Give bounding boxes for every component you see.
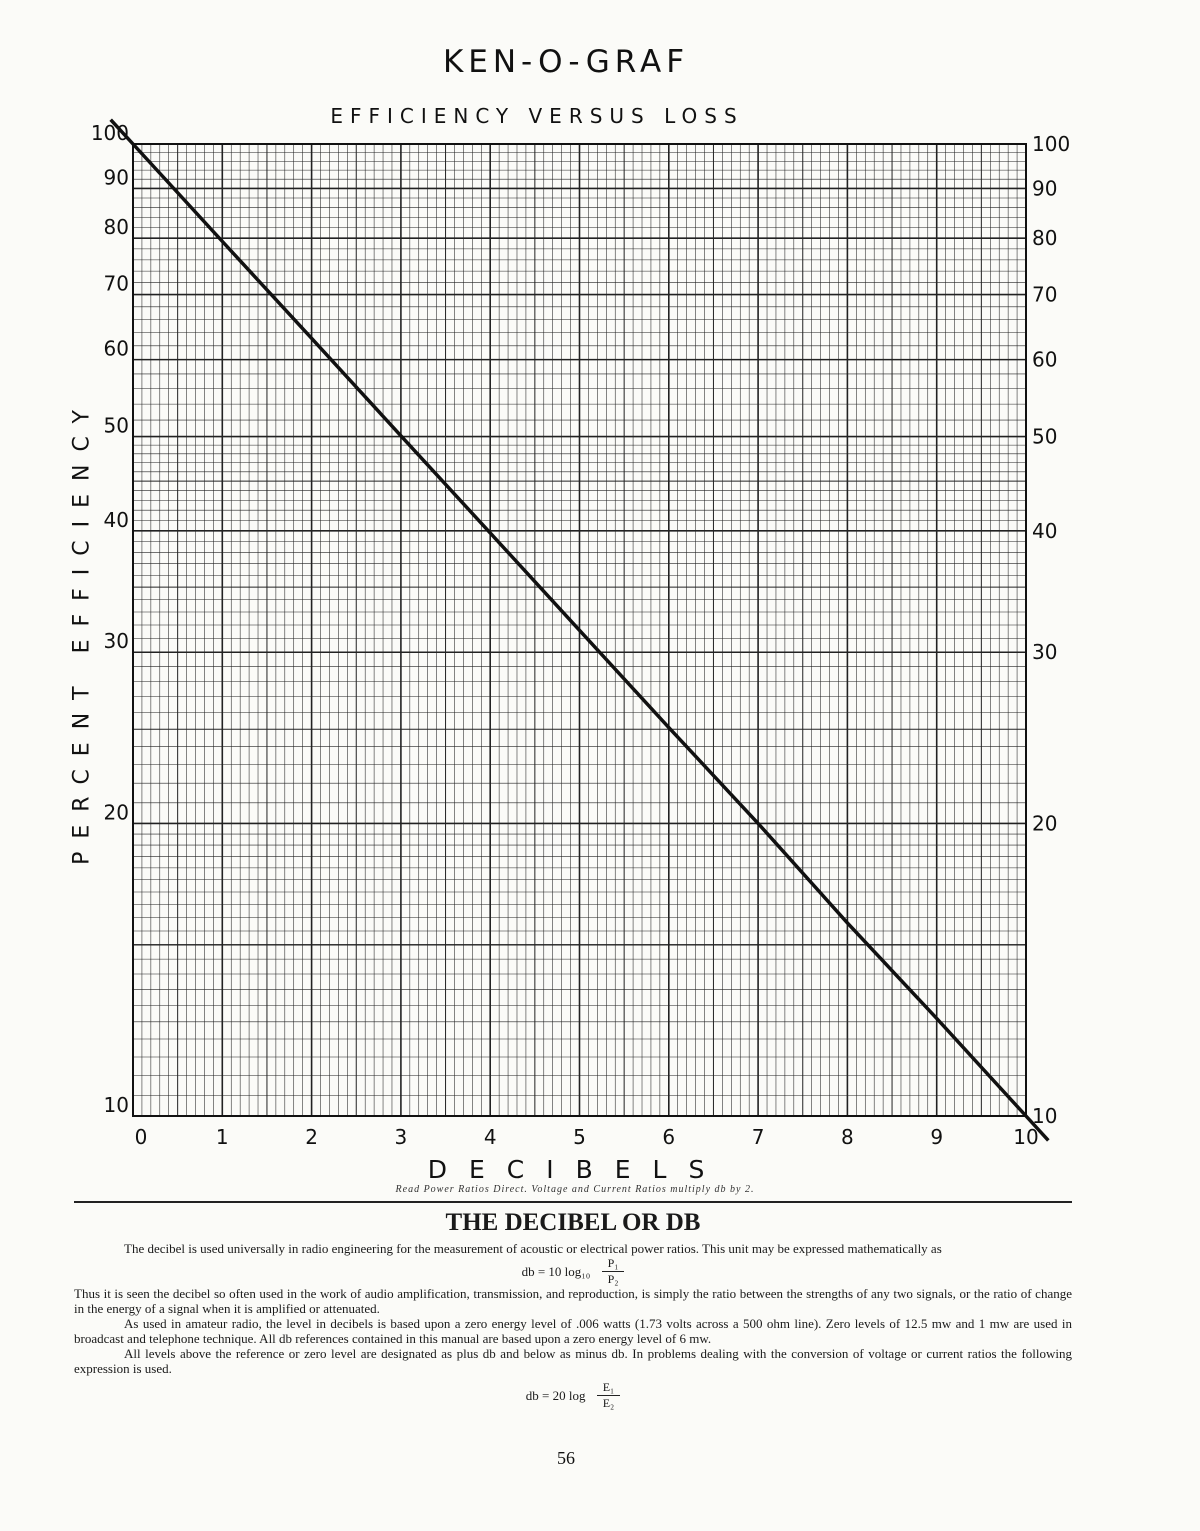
y-tick-label-left: 100 [90, 121, 129, 145]
y-tick-label-right: 40 [1032, 518, 1058, 543]
x-axis-note: Read Power Ratios Direct. Voltage and Current Ratios multiply db by 2. [395, 1184, 755, 1195]
formula-denominator: P₂ [607, 1272, 619, 1286]
x-tick-label: 5 [573, 1125, 586, 1149]
y-tick-label-right: 90 [1032, 176, 1058, 201]
y-tick-labels-left [91, 121, 129, 1117]
section-divider [74, 1201, 1072, 1203]
y-tick-label-left: 70 [103, 271, 129, 296]
formula-fraction [602, 1256, 625, 1287]
y-tick-label-left: 90 [103, 165, 129, 190]
x-tick-labels [135, 1125, 1039, 1149]
article-heading: THE DECIBEL OR DB [445, 1209, 701, 1236]
formula-numerator: E₁ [597, 1380, 621, 1396]
y-tick-label-right: 70 [1032, 282, 1058, 307]
formula-fraction [597, 1380, 621, 1411]
formula-lhs: db = 10 log₁₀ [521, 1264, 591, 1279]
x-tick-label: 2 [305, 1125, 318, 1149]
x-tick-label: 4 [483, 1125, 497, 1149]
x-tick-label: 6 [662, 1125, 676, 1149]
y-tick-label-right: 10 [1032, 1104, 1058, 1128]
y-tick-label-right: 50 [1032, 424, 1058, 449]
y-axis-label: PERCENT EFFICIENCY [69, 397, 95, 865]
page-number: 56 [557, 1448, 575, 1468]
y-tick-label-right: 80 [1032, 226, 1058, 251]
formula-lhs: db = 20 log [525, 1388, 586, 1403]
x-tick-label: 0 [134, 1125, 148, 1149]
x-axis-label: DECIBELS [427, 1155, 727, 1184]
x-tick-label: 10 [1013, 1125, 1039, 1149]
article-paragraph-4: All levels above the reference or zero level are designated as plus db and below as minus db. In problems dealing with the conversion of voltage or current ratios the following expression is used. [74, 1346, 1072, 1376]
y-tick-label-left: 80 [103, 215, 129, 240]
formula-numerator: P₁ [602, 1256, 625, 1272]
x-tick-label: 1 [215, 1125, 229, 1149]
x-tick-label: 9 [930, 1125, 944, 1149]
y-tick-label-left: 30 [103, 629, 129, 654]
formula-denominator: E₂ [602, 1396, 615, 1410]
chart-subtitle: EFFICIENCY VERSUS LOSS [330, 104, 744, 128]
article-paragraph-3: As used in amateur radio, the level in decibels is based upon a zero energy level of .006 watts (1.73 volts across a 500 ohm line). Zero levels of 12.5 mw and 1 mw are used in broadcast and telephone technique. All db references contained in this manual are based upon a zero energy level of 6 mw. [74, 1316, 1072, 1346]
page-title: KEN-O-GRAF [442, 44, 690, 80]
y-tick-labels-right [1032, 132, 1070, 1128]
y-tick-label-right: 30 [1032, 640, 1058, 665]
y-tick-label-left: 60 [103, 336, 129, 361]
x-tick-label: 7 [751, 1125, 765, 1149]
y-tick-label-left: 50 [103, 413, 129, 438]
x-tick-label: 3 [394, 1125, 408, 1149]
power-ratio-formula [74, 1256, 1072, 1286]
y-tick-label-left: 20 [103, 800, 129, 825]
y-tick-label-left: 40 [103, 507, 129, 532]
x-tick-label: 8 [841, 1125, 854, 1149]
article [74, 1208, 1072, 1410]
voltage-ratio-formula [74, 1380, 1072, 1410]
y-tick-label-left: 10 [103, 1093, 129, 1117]
y-tick-label-right: 100 [1032, 132, 1071, 156]
article-paragraph-2: Thus it is seen the decibel so often used in the work of audio amplification, transmission, and reproduction, is simply the ratio between the strengths of any two signals, or the ratio of change in the energy of a signal when it is amplified or attenuated. [74, 1286, 1072, 1316]
article-paragraph-1: The decibel is used universally in radio engineering for the measurement of acoustic or electrical power ratios. This unit may be expressed mathematically as [124, 1241, 942, 1256]
y-tick-label-right: 60 [1032, 347, 1058, 372]
y-tick-label-right: 20 [1032, 811, 1058, 836]
